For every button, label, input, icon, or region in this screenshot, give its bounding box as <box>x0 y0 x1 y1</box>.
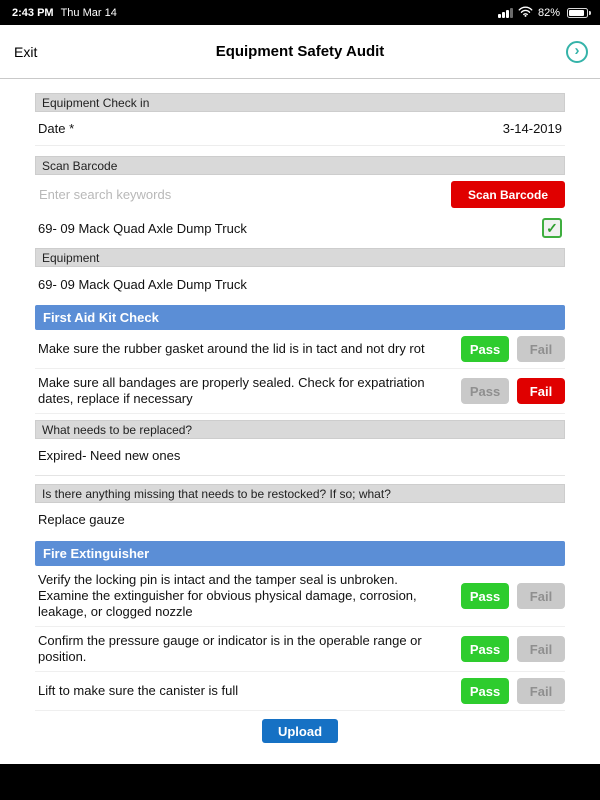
section-header-scan-barcode: Scan Barcode <box>35 156 565 175</box>
equipment-result-text: 69- 09 Mack Quad Axle Dump Truck <box>38 220 247 236</box>
fail-button[interactable]: Fail <box>517 678 565 704</box>
question-row-bandages <box>35 369 565 414</box>
question-text: Lift to make sure the canister is full <box>38 683 239 698</box>
fail-button[interactable]: Fail <box>517 636 565 662</box>
section-header-equipment-checkin: Equipment Check in <box>35 93 565 112</box>
status-bar <box>0 0 600 25</box>
pass-button[interactable]: Pass <box>461 378 509 404</box>
answer-text: Replace gauze <box>38 511 125 527</box>
date-row <box>35 112 565 146</box>
battery-icon <box>567 8 588 18</box>
checkmark-icon: ✓ <box>546 219 558 236</box>
home-bar <box>0 764 600 800</box>
form-content <box>0 79 600 764</box>
pass-button[interactable]: Pass <box>461 583 509 609</box>
question-header-replaced: What needs to be replaced? <box>35 420 565 439</box>
answer-replaced[interactable] <box>35 439 565 471</box>
section-header-equipment: Equipment <box>35 248 565 267</box>
section-header-first-aid: First Aid Kit Check <box>35 305 565 330</box>
fail-button[interactable]: Fail <box>517 583 565 609</box>
scan-barcode-button[interactable]: Scan Barcode <box>451 181 565 208</box>
fail-button[interactable]: Fail <box>517 378 565 404</box>
pass-button[interactable]: Pass <box>461 678 509 704</box>
status-time: 2:43 PM <box>12 6 54 19</box>
page-title: Equipment Safety Audit <box>215 43 385 60</box>
question-row-gasket <box>35 330 565 369</box>
pass-button[interactable]: Pass <box>461 636 509 662</box>
wifi-icon <box>518 6 533 20</box>
answer-text: Expired- Need new ones <box>38 447 181 463</box>
search-input[interactable] <box>35 181 451 208</box>
exit-button[interactable]: Exit <box>14 43 38 60</box>
divider <box>35 475 565 476</box>
date-value[interactable]: 3-14-2019 <box>502 121 562 136</box>
question-text: Make sure the rubber gasket around the lid is in tact and not dry rot <box>38 341 425 356</box>
barcode-search-row <box>35 181 565 208</box>
question-text: Confirm the pressure gauge or indicator is in the operable range or position. <box>38 633 422 664</box>
status-date: Thu Mar 14 <box>60 6 117 19</box>
cellular-signal-icon <box>498 8 513 18</box>
nav-bar <box>0 25 600 79</box>
question-row-pressure-gauge <box>35 627 565 672</box>
question-row-canister-full <box>35 672 565 711</box>
upload-button[interactable]: Upload <box>262 719 338 743</box>
question-text: Verify the locking pin is intact and the tamper seal is unbroken. Examine the extinguisher for obvious physical damage, corrosion, leakage, or clogged nozzle <box>38 572 417 619</box>
equipment-value <box>35 267 565 301</box>
equipment-value-text: 69- 09 Mack Quad Axle Dump Truck <box>38 276 247 292</box>
date-label: Date * <box>38 121 75 136</box>
question-text: Make sure all bandages are properly sealed. Check for expatriation dates, replace if necessary <box>38 375 425 406</box>
battery-percent: 82% <box>537 6 560 19</box>
next-page-button[interactable]: › <box>566 41 588 63</box>
question-header-restocked: Is there anything missing that needs to be restocked? If so; what? <box>35 484 565 503</box>
fail-button[interactable]: Fail <box>517 336 565 362</box>
section-header-fire-extinguisher: Fire Extinguisher <box>35 541 565 566</box>
question-row-locking-pin <box>35 566 565 627</box>
pass-button[interactable]: Pass <box>461 336 509 362</box>
answer-restocked[interactable] <box>35 503 565 535</box>
equipment-result-row <box>35 216 565 240</box>
equipment-checkbox[interactable] <box>542 218 562 238</box>
